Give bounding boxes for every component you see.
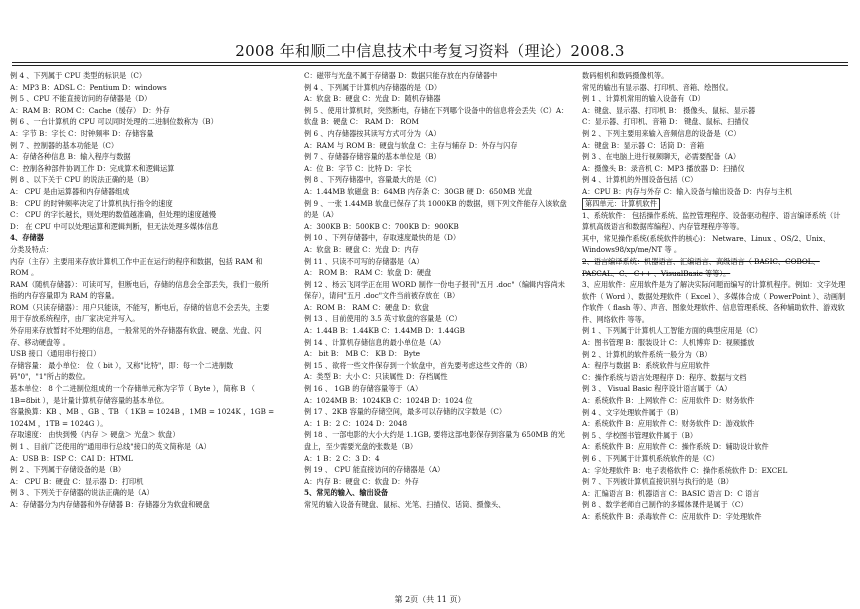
text-line: A：软盘 B：硬盘 C：光盘 D：随机存储器	[304, 94, 441, 104]
text-line: A：1 B：2 C：1024 D：2048	[304, 418, 408, 428]
text-line: A： CPU 是由运算器和内存储器组成	[10, 186, 130, 196]
text-line: 例 7 、存储器存储容量的基本单位是（B）	[304, 152, 441, 162]
text-line: A：RAM 与 ROM B：硬盘与软盘 C：主存与辅存 D：外存与闪存	[304, 140, 518, 150]
middle-column	[304, 70, 569, 511]
text-line: 例 3 、下列关于存储器的说法正确的是（A）	[10, 488, 154, 498]
text-line: A： CPU B：硬盘 C：显示器 D：打印机	[10, 476, 144, 486]
text-line: 基本单位： 8 个二进制位组成的一个存储单元称为字节（ Byte ），简称 B （ 1B=8bit ），是计量计算机存储容量的基本单位。	[10, 384, 255, 405]
text-line: 例 8 、以下关于 CPU 的说法正确的是（B）	[10, 175, 154, 185]
strikethrough-line: 2、语言编译系统：机器语言、汇编语言、高级语言（ BASIC、COBOL、PASCAL、C、 C++ 、VisualBasic 等等）。	[582, 256, 820, 278]
text-line: 内存（主存）主要用来存放计算机工作中正在运行的程序和数据，包括 RAM 和 ROM 。	[10, 256, 263, 278]
text-line: C：操作系统与语言处理程序 D：程序、数据与文档	[582, 372, 747, 382]
text-line: 例 6 、一台计算机的 CPU 可以同时处理的二进制位数称为（B）	[10, 117, 218, 127]
text-line: 常见的输入设备有键盘、鼠标、光笔、扫描仪、话筒、摄像头、	[304, 499, 506, 509]
text-line: 例 4 、下列属于 CPU 类型的标识是（C）	[10, 71, 147, 80]
text-line: A：字节 B：字长 C：时钟频率 D：存储容量	[10, 128, 154, 138]
text-line: USB 接口（通用串行接口）	[10, 349, 101, 359]
text-line: A：1024MB B：1024KB C：1024B D：1024 位	[304, 395, 473, 405]
text-line: A：位 B：字节 C：比特 D：字长	[304, 163, 412, 173]
text-line: A：键盘、显示器、打印机 B： 摄像头、鼠标、显示器	[582, 105, 756, 115]
left-column	[10, 70, 275, 511]
text-line: A：存储各种信息 B：输入程序与数据	[10, 152, 131, 162]
text-line: A：ROM B： RAM C：硬盘 D：软盘	[304, 302, 429, 312]
text-line: A：程序与数据 B：系统软件与应用软件	[582, 361, 710, 371]
text-line: A：CPU B：内存与外存 C：输入设备与输出设备 D：内存与主机	[582, 186, 793, 196]
text-line: A：系统软件 B：应用软件 C：操作系统 D：辅助设计软件	[582, 442, 769, 452]
text-line: 例 12 、杨云飞同学正在用 WORD 制作一份电子报刊"五月 .doc"（编辑内容尚未保存），请问"五月 .doc"文件当前被存放在（B）	[304, 279, 565, 301]
unit-heading	[582, 198, 847, 210]
text-line: 例 2 、下列主要用来输入音频信息的设备是（C）	[582, 128, 741, 138]
text-line: A：字处理软件 B：电子表格软件 C：操作系统软件 D：EXCEL	[582, 465, 788, 475]
text-line: 例 5 、使用计算机时，突然断电，存储在下列哪个设备中的信息将会丢失（C）A：软盘 B：硬盘 C： RAM D： ROM	[304, 105, 569, 127]
text-line: 例 1 、目前广泛使用的"通用串行总线"接口的英文简称是（A）	[10, 442, 211, 451]
text-line: 例 3 、 Visual Basic 程序设计语言属于（A）	[582, 384, 732, 394]
text-line: A：1 B：2 C：3 D：4	[304, 453, 380, 463]
text-line: 例 6 、下列属于计算机系统软件的是（C）	[582, 454, 719, 463]
text-line: 例 19 、 CPU 能直接访问的存储器是（A）	[304, 465, 445, 475]
text-line: 例 1 、计算机常用的输入设备有（D）	[582, 94, 705, 104]
text-line: 例 2 、计算机的软件系统一般分为（B）	[582, 349, 712, 359]
text-line: C： CPU 的字长越长，则处理的数值越准确，但处理的速度越慢	[10, 210, 217, 220]
text-line: 例 14 、计算机存储信息的最小单位是（A）	[304, 337, 446, 347]
text-line: 1、系统软件： 包括操作系统、监控管理程序、设备驱动程序、语言编译系统（计算机高级语言和数据库编程）、内存管理程序等等。	[582, 210, 841, 232]
header-rule-thin	[12, 65, 848, 66]
text-line: 例 8 、下列存储器中，容量最大的是（C）	[304, 175, 441, 185]
text-line: A：汇编语言 B：机器语言 C：BASIC 语言 D：C 语言	[582, 488, 760, 498]
text-line: ROM（只读存储器）：用户只能读，不能写，断电后，存储的信息不会丢失，主要用于存放系统程序，由厂家决定并写入。	[10, 302, 270, 324]
text-line: A：图书管理 B：服装设计 C：人机博弈 D：视频播放	[582, 338, 755, 348]
text-line: 例 5 、学校图书管理软件属于（B）	[582, 430, 698, 440]
text-line: A：1.44B B：1.44KB C：1.44MB D：1.44GB	[304, 326, 465, 336]
text-line: A：内存 B：硬盘 C：软盘 D：外存	[304, 476, 419, 486]
text-line: A：类型 B：大小 C：只读属性 D：存档属性	[304, 372, 448, 382]
text-line: 例 3 、在电脑上进行视频聊天，必需要配备（A）	[582, 152, 741, 162]
text-line: C：控制各种部件协调工作 D：完成算术和逻辑运算	[10, 163, 175, 173]
text-line: 外存用来存放暂时不处理的信息，一般常见的外存储器有软盘、硬盘、光盘、闪存、移动硬盘等 。	[10, 326, 262, 347]
text-line: 例 10 、下列存储器中，存取速度最快的是（D）	[304, 233, 461, 243]
section-heading: 4、存储器	[10, 233, 44, 243]
text-line: A：300KB B：500KB C：700KB D：900KB	[304, 221, 459, 231]
text-line: 其中，常见操作系统(系统软件的核心)： Netware、Linux 、OS/2、Unix、Windows98/xp/me/NT 等 。	[582, 233, 830, 255]
text-line: 3、应用软件：应用软件是为了解决实际问题而编写的计算机程序。例如：文字处理软件（ Word ）、数据处理软件（ Excel ）、多媒体合成（ PowerPoint ）、动画制作软件（ flash 等）、声音、图象处理软件、信息管理系统、各种辅助软件、游戏软件、网络软件 等等。	[582, 280, 846, 324]
header-rule	[12, 62, 848, 63]
page-footer: 第 2页（共 11 页）	[394, 595, 466, 604]
text-line: A：RAM B：ROM C：Cache（缓存） D：外存	[10, 105, 170, 115]
text-line: 例 4 、文字处理软件属于（B）	[582, 407, 683, 417]
text-line: B： CPU 的时钟频率决定了计算机执行指令的速度	[10, 198, 173, 208]
text-line: A：键盘 B：显示器 C：话筒 D：音箱	[582, 140, 705, 150]
text-line: RAM（随机存储器）：可读可写，但断电后，存储的信息会全部丢失，我们一般所指的内存容量即为 RAM 的容量。	[10, 279, 269, 301]
text-line: A：MP3 B：ADSL C：Pentium D：windows	[10, 82, 167, 92]
text-line: 例 6 、内存储器按其读写方式可分为（A）	[304, 128, 441, 138]
text-line: 例 13 、目前使用的 3.5 英寸软盘的容量是（C）	[304, 314, 462, 324]
text-line: A：USB B：ISP C：CAI D：HTML	[10, 453, 133, 463]
text-line: C：显示器、打印机、音箱 D： 键盘、鼠标、扫描仪	[582, 117, 749, 127]
text-line: 例 9 、一张 1.44MB 软盘已保存了共 1000KB 的数据，则下列文件能存入该软盘的是（A）	[304, 198, 567, 220]
text-line: A：1.44MB 软磁盘 B：64MB 内存条 C：30GB 硬 D：650MB 光盘	[304, 186, 533, 196]
text-line: D： 在 CPU 中可以处理运算和逻辑判断，但无法处理多媒体信息	[10, 221, 219, 231]
unit-heading-box: 第四单元：计算机软件	[582, 198, 660, 210]
text-line: 例 8 、数学老师自己制作的多媒体课件是属于（C）	[582, 500, 748, 510]
text-line: 例 15 、欲将一些文件保存到一个软盘中，首先要考虑这些文件的（B）	[304, 360, 532, 370]
text-line: 常见的输出有显示器、打印机、音箱、绘图仪。	[582, 82, 733, 92]
text-line: 存储容量： 最小单位： 位（ bit ），又称"比特"，即：每一个二进制数码"0"，"1"所占的数位。	[10, 360, 234, 382]
text-line: A： ROM B： RAM C：软盘 D：硬盘	[304, 268, 432, 278]
right-column	[582, 70, 847, 523]
text-line: A：系统软件 B：应用软件 C：财务软件 D：游戏软件	[582, 419, 755, 429]
text-line: A：系统软件 B：杀毒软件 C：应用软件 D：字处理软件	[582, 511, 762, 521]
text-line: 例 5 、CPU 不能直接访问的存储器是（D）	[10, 94, 152, 104]
text-line: 存取速度： 由快到慢（内存 ＞ 硬盘＞ 光盘＞ 软盘）	[10, 430, 180, 440]
text-line: 例 11 、只读不可写的存储器是（A）	[304, 256, 424, 266]
text-line: 例 2 、下列属于存储设备的是（B）	[10, 465, 126, 475]
text-line: 例 17 、2KB 容量的存储空间，最多可以存储的汉字数是（C）	[304, 407, 507, 417]
text-line: 例 4 、下列属于计算机内存储器的是（D）	[304, 82, 442, 92]
text-line: A：软盘 B：硬盘 C：光盘 D：内存	[304, 244, 419, 254]
text-line: A：系统软件 B：上网软件 C：应用软件 D：财务软件	[582, 396, 755, 406]
text-line: A： bit B： MB C： KB D： Byte	[304, 349, 421, 359]
text-line: A：摄像头 B：录音机 C：MP3 播放器 D：扫描仪	[582, 163, 745, 173]
text-line: 例 16 、 1GB 的存储容量等于（A）	[304, 384, 423, 394]
text-line: C：磁带与光盘不属于存储器 D：数据只能存放在内存储器中	[304, 71, 498, 80]
text-line: 数码相机和数码摄像机等。	[582, 71, 669, 80]
text-line: 例 7 、控制器的基本功能是（C）	[10, 140, 119, 150]
text-line: 例 7 、下列被计算机直接识别与执行的是（B）	[582, 477, 733, 487]
text-line: 容量换算：KB 、MB 、GB 、TB （ 1KB = 1024B ，1MB = 1024K ，1GB = 1024M ，1TB = 1024G ）。	[10, 407, 275, 428]
text-line: 例 4 、计算机的外围设备包括（C）	[582, 175, 698, 185]
text-line: 例 1 、下列属于计算机人工智能方面的典型应用是（C）	[582, 326, 762, 336]
text-line: 分类及特点：	[10, 244, 54, 254]
text-line: A：存储器分为内存储器和外存储器 B：存储器分为软盘和硬盘	[10, 499, 210, 509]
text-line: 例 18 、一部电影的大小大约是 1.1GB, 要将这部电影保存到容量为 650MB 的光盘上，至少需要光盘的张数是（B）	[304, 430, 565, 451]
page-header: 2008 年和顺二中信息技术中考复习资料（理论）2008.3	[235, 42, 625, 60]
section-heading: 5、常见的输入、输出设备	[304, 488, 389, 498]
